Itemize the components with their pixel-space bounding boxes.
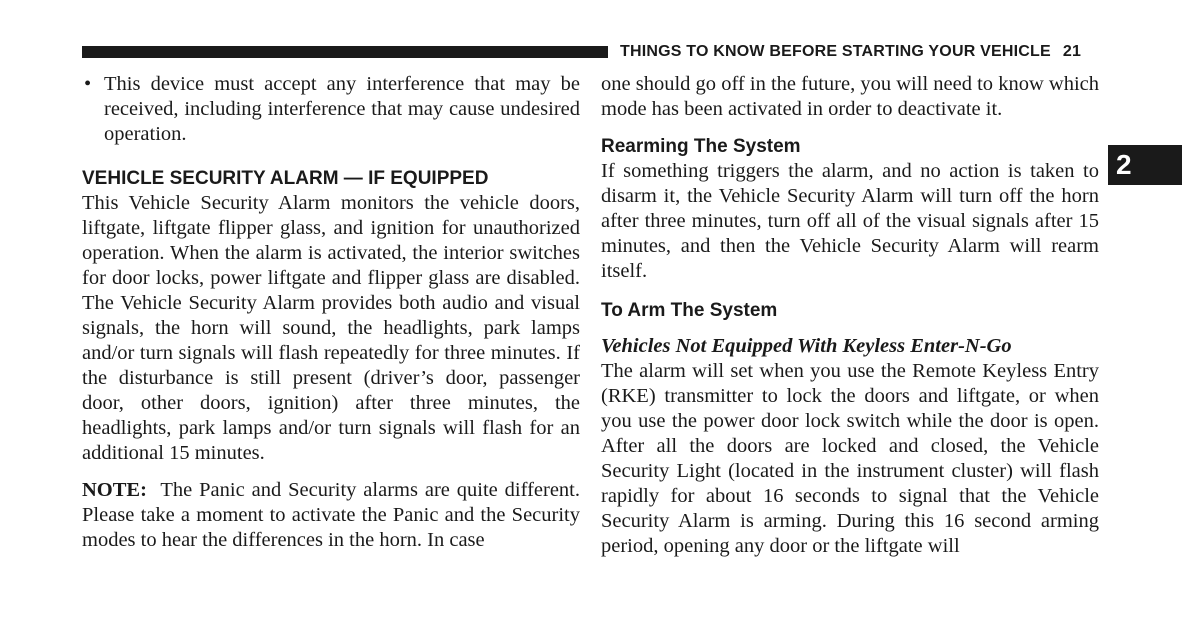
left-column	[82, 72, 580, 553]
bullet-item: • This device must accept any interference that may be received, including interference that may cause undesired operation.	[82, 72, 580, 147]
section-heading: VEHICLE SECURITY ALARM — IF EQUIPPED	[82, 168, 489, 189]
rearming-text: If something triggers the alarm, and no action is taken to disarm it, the Vehicle Security Alarm will turn off the horn after three minutes, turn off all of the visual signals after 15 minutes, and then the Vehicle Security Alarm will rearm itself.	[601, 160, 1099, 282]
section-title: THINGS TO KNOW BEFORE STARTING YOUR VEHICLE	[620, 43, 1051, 60]
note-paragraph	[82, 478, 580, 553]
running-header	[620, 43, 1081, 61]
note-label: NOTE:	[82, 479, 147, 501]
rearming-heading: Rearming The System	[601, 136, 801, 157]
continuation-text: one should go off in the future, you will need to know which mode has been activated in order to deactivate it.	[601, 73, 1099, 120]
arm-heading: To Arm The System	[601, 300, 778, 321]
page-number: 21	[1062, 43, 1082, 60]
header-rule	[82, 46, 608, 58]
alarm-description: This Vehicle Security Alarm monitors the vehicle doors, liftgate, liftgate flipper glass, and ignition for unauthorized operation. When the alarm is activated, the interior switches for door locks, power liftgate and flipper glass are disabled. The Vehicle Security Alarm provides both audio and visual signals, the horn will sound, the headlights, park lamps and/or turn signals will flash repeatedly for three minutes. If the disturbance is still present (driver’s door, passenger door, other doors, ignition) after three minutes, the headlights, park lamps and/or turn signals will flash for an additional 15 minutes.	[82, 192, 580, 464]
right-column	[601, 72, 1099, 559]
chapter-tab: 2	[1108, 145, 1182, 185]
arm-text: The alarm will set when you use the Remote Keyless Entry (RKE) transmitter to lock the doors and liftgate, or when you use the power door lock switch while the door is open. After all the doors are locked and closed, the Vehicle Security Light (located in the instrument cluster) will flash rapidly for about 16 seconds to signal that the Vehicle Security Alarm is arming. During this 16 second arming period, opening any door or the liftgate will	[601, 360, 1099, 557]
note-text: The Panic and Security alarms are quite different. Please take a moment to activate the Panic and the Security modes to hear the differences in the horn. In case	[82, 479, 580, 551]
arm-subheading: Vehicles Not Equipped With Keyless Enter-N-Go	[601, 335, 1012, 357]
